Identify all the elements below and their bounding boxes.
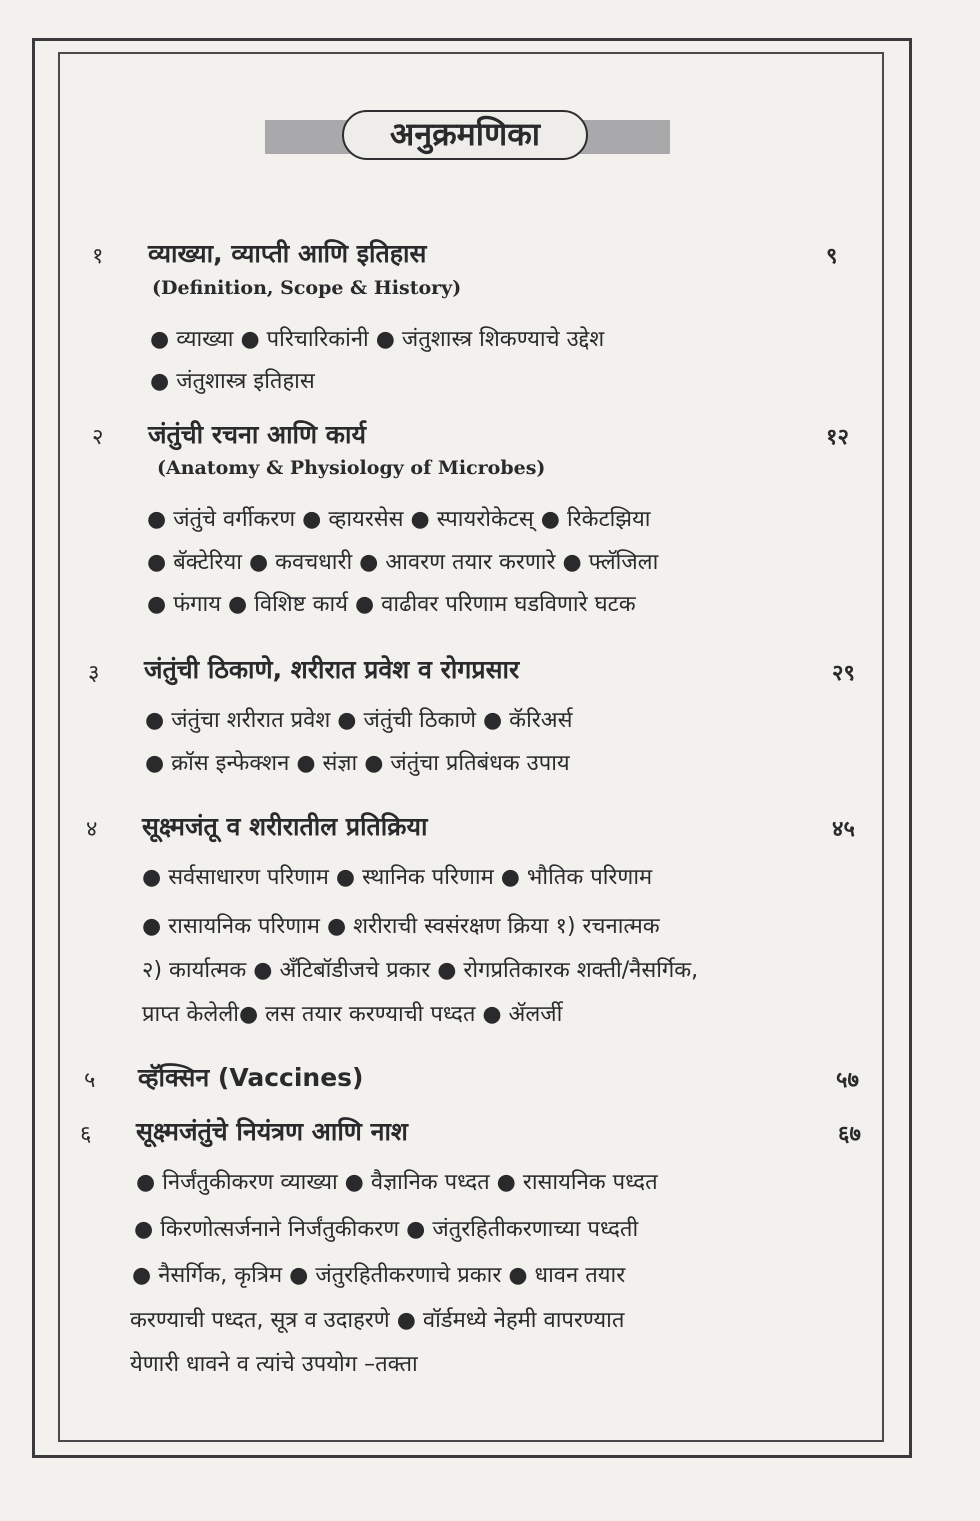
entry-detail-line: ● निर्जंतुकीकरण व्याख्या ● वैज्ञानिक पध्दत ● रासायनिक पध्दत (136, 1170, 658, 1195)
entry-page-number: ९ (826, 244, 838, 269)
entry-detail-line: ● सर्वसाधारण परिणाम ● स्थानिक परिणाम ● भौतिक परिणाम (142, 865, 653, 890)
entry-title: जंतुंची रचना आणि कार्य (148, 420, 366, 449)
entry-page-number: १२ (826, 425, 849, 450)
entry-title: सूक्ष्मजंतू व शरीरातील प्रतिक्रिया (142, 812, 428, 841)
entry-detail-line: ● क्रॉस इन्फेक्शन ● संज्ञा ● जंतुंचा प्रतिबंधक उपाय (145, 751, 570, 776)
entry-number: ६ (80, 1122, 92, 1147)
entry-detail-line: प्राप्त केलेली● लस तयार करण्याची पध्दत ● ॲलर्जी (142, 1002, 563, 1027)
entry-title: जंतुंची ठिकाणे, शरीरात प्रवेश व रोगप्रसार (144, 655, 520, 684)
entry-number: ५ (84, 1068, 96, 1093)
entry-detail-line: ● जंतुंचा शरीरात प्रवेश ● जंतुंची ठिकाणे ● कॅरिअर्स (145, 708, 573, 733)
entry-title: व्याख्या, व्याप्ती आणि इतिहास (148, 239, 427, 268)
entry-detail-line: ● जंतुशास्त्र इतिहास (150, 369, 315, 394)
entry-detail-line: ● रासायनिक परिणाम ● शरीराची स्वसंरक्षण क्रिया १) रचनात्मक (142, 914, 660, 939)
entry-number: १ (92, 244, 104, 269)
entry-detail-line: ● व्याख्या ● परिचारिकांनी ● जंतुशास्त्र शिकण्याचे उद्देश (150, 327, 605, 352)
entry-detail-line: ● नैसर्गिक, कृत्रिम ● जंतुरहितीकरणाचे प्रकार ● धावन तयार (132, 1263, 626, 1288)
page-title: अनुक्रमणिका (342, 110, 588, 160)
entry-number: २ (92, 425, 104, 450)
entry-page-number: ५७ (836, 1068, 859, 1093)
entry-title: सूक्ष्मजंतुंचे नियंत्रण आणि नाश (136, 1117, 408, 1146)
entry-detail-line: ● बॅक्टेरिया ● कवचधारी ● आवरण तयार करणारे ● फ्लॅजिला (147, 550, 659, 575)
entry-number: ३ (88, 661, 100, 686)
entry-page-number: ६७ (838, 1122, 861, 1147)
entry-english-subtitle: (Definition, Scope & History) (152, 277, 462, 299)
entry-detail-line: २) कार्यात्मक ● अँटिबॉडीजचे प्रकार ● रोगप्रतिकारक शक्ती/नैसर्गिक, (142, 958, 699, 983)
entry-detail-line: ● जंतुंचे वर्गीकरण ● व्हायरसेस ● स्पायरोकेटस् ● रिकेटझिया (147, 507, 651, 532)
entry-detail-line: ● फंगाय ● विशिष्ट कार्य ● वाढीवर परिणाम घडविणारे घटक (147, 592, 636, 617)
entry-detail-line: ● किरणोत्सर्जनाने निर्जंतुकीकरण ● जंतुरहितीकरणाच्या पध्दती (134, 1217, 639, 1242)
entry-english-subtitle: (Anatomy & Physiology of Microbes) (157, 457, 546, 479)
entry-page-number: ४५ (832, 817, 855, 842)
entry-number: ४ (86, 817, 98, 842)
entry-detail-line: करण्याची पध्दत, सूत्र व उदाहरणे ● वॉर्डमध्ये नेहमी वापरण्यात (130, 1308, 625, 1333)
entry-title: व्हॅक्सिन (Vaccines) (138, 1063, 364, 1092)
entry-page-number: २९ (832, 661, 855, 686)
entry-detail-line: येणारी धावने व त्यांचे उपयोग –तक्ता (130, 1352, 418, 1377)
